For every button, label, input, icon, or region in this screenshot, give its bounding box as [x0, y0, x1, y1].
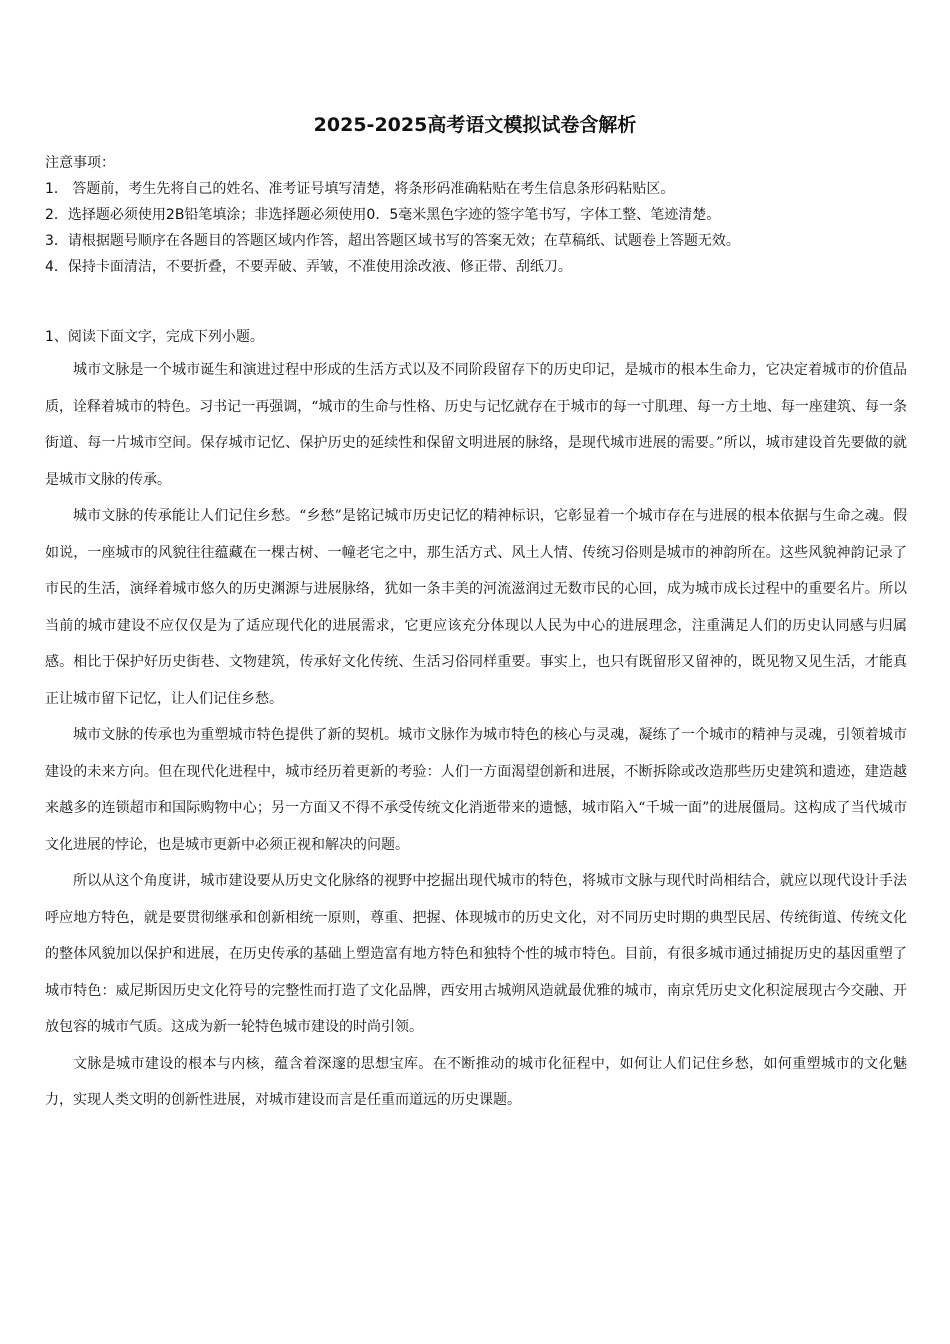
- question-intro: 1、阅读下面文字，完成下列小题。: [45, 329, 264, 345]
- passage-paragraph-5: 文脉是城市建设的根本与内核，蕴含着深邃的思想宝库。在不断推动的城市化征程中，如何让人们记住乡愁，如何重塑城市的文化魅力，实现人类文明的创新性进展，对城市建设而言是任重而道远的历史课题。: [45, 1055, 907, 1108]
- reading-passage: [45, 352, 907, 1119]
- page-title: 2025-2025高考语文模拟试卷含解析: [313, 114, 637, 136]
- notes-item-4: 4．保持卡面清洁，不要折叠，不要弄破、弄皱，不准使用涂改液、修正带、刮纸刀。: [45, 259, 572, 275]
- notes-heading: 注意事项：: [45, 155, 115, 171]
- passage-paragraph-1: 城市文脉是一个城市诞生和演进过程中形成的生活方式以及不同阶段留存下的历史印记，是城市的根本生命力，它决定着城市的价值品质，诠释着城市的特色。习书记一再强调，“城市的生命与性格、历史与记忆就存在于城市的每一寸肌理、每一方土地、每一座建筑、每一条街道、每一片城市空间。保存城市记忆、保护历史的延续性和保留文明进展的脉络，是现代城市进展的需要。”所以，城市建设首先要做的就是城市文脉的传承。: [45, 362, 907, 488]
- notes-section: [45, 150, 905, 280]
- notes-item-2: 2．选择题必须使用2B铅笔填涂；非选择题必须使用0．5毫米黑色字迹的签字笔书写，字体工整、笔迹清楚。: [45, 207, 721, 223]
- passage-paragraph-4: 所以从这个角度讲，城市建设要从历史文化脉络的视野中挖掘出现代城市的特色，将城市文脉与现代时尚相结合，就应以现代设计手法呼应地方特色，就是要贯彻继承和创新相统一原则，尊重、把握、体现城市的历史文化，对不同历史时期的典型民居、传统街道、传统文化的整体风貌加以保护和进展，在历史传承的基础上塑造富有地方特色和独特个性的城市特色。目前，有很多城市通过捕捉历史的基因重塑了城市特色：威尼斯因历史文化符号的完整性而打造了文化品牌，西安用古城朔风造就最优雅的城市，南京凭历史文化积淀展现古今交融、开放包容的城市气质。这成为新一轮特色城市建设的时尚引领。: [45, 873, 907, 1035]
- notes-item-3: 3．请根据题号顺序在各题目的答题区域内作答，超出答题区域书写的答案无效；在草稿纸、试题卷上答题无效。: [45, 233, 740, 249]
- passage-paragraph-3: 城市文脉的传承也为重塑城市特色提供了新的契机。城市文脉作为城市特色的核心与灵魂，凝练了一个城市的精神与灵魂，引领着城市建设的未来方向。但在现代化进程中，城市经历着更新的考验：人们一方面渴望创新和进展，不断拆除或改造那些历史建筑和遗迹，建造越来越多的连锁超市和国际购物中心；另一方面又不得不承受传统文化消逝带来的遗憾，城市陷入“千城一面”的进展僵局。这构成了当代城市文化进展的悖论，也是城市更新中必须正视和解决的问题。: [45, 727, 907, 853]
- passage-paragraph-2: 城市文脉的传承能让人们记住乡愁。“乡愁”是铭记城市历史记忆的精神标识，它彰显着一个城市存在与进展的根本依据与生命之魂。假如说，一座城市的风貌往往蕴藏在一棵古树、一幢老宅之中，那生活方式、风土人情、传统习俗则是城市的神韵所在。这些风貌神韵记录了市民的生活，演绎着城市悠久的历史渊源与进展脉络，犹如一条丰美的河流滋润过无数市民的心回，成为城市成长过程中的重要名片。所以当前的城市建设不应仅仅是为了适应现代化的进展需求，它更应该充分体现以人民为中心的进展理念，注重满足人们的历史认同感与归属感。相比于保护好历史街巷、文物建筑，传承好文化传统、生活习俗同样重要。事实上，也只有既留形又留神的，既见物又见生活，才能真正让城市留下记忆，让人们记住乡愁。: [45, 508, 907, 707]
- notes-item-1: 1． 答题前，考生先将自己的姓名、准考证号填写清楚，将条形码准确粘贴在考生信息条形码粘贴区。: [45, 181, 675, 197]
